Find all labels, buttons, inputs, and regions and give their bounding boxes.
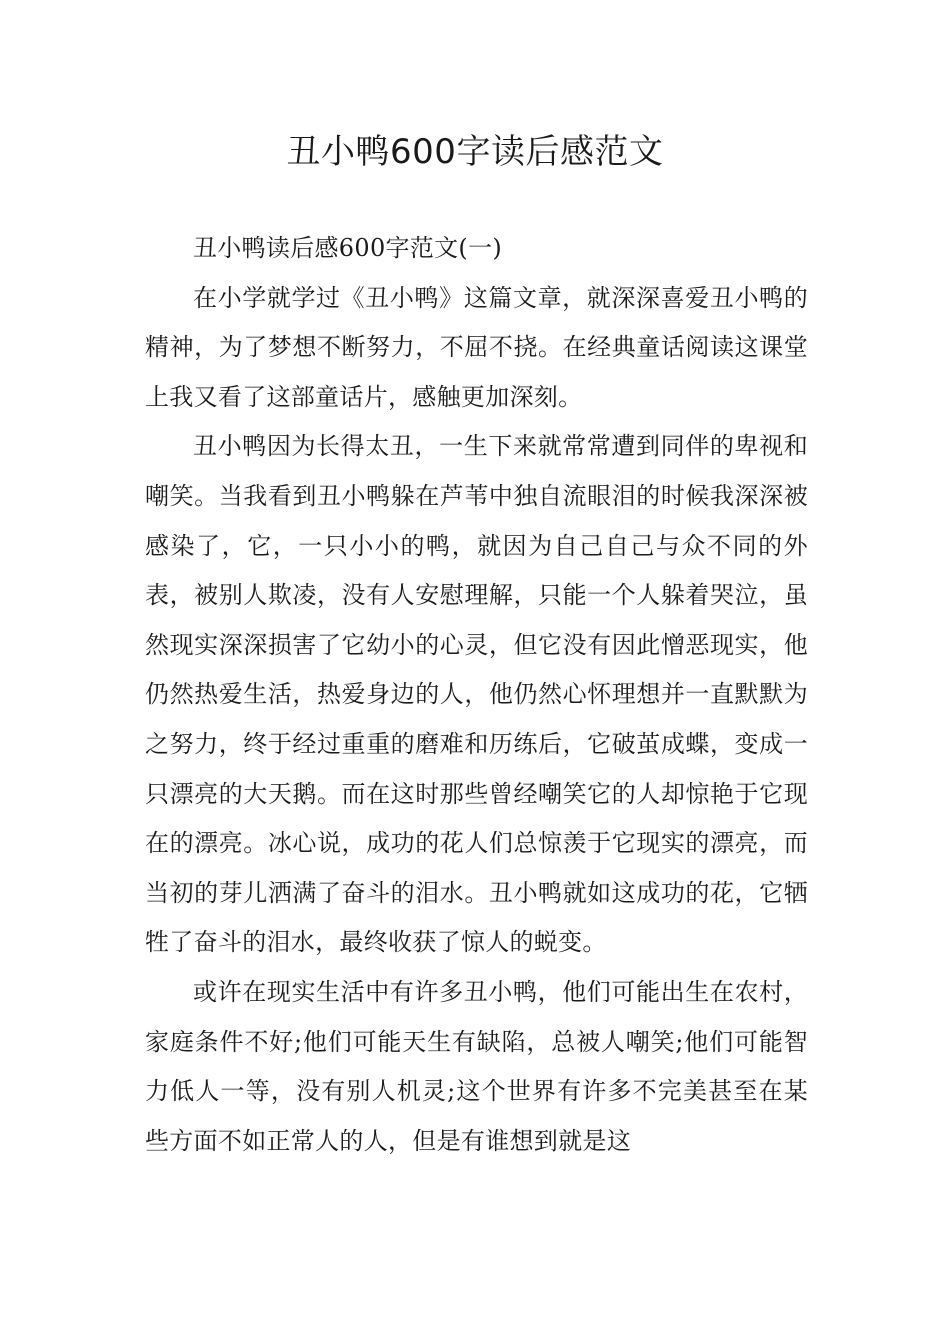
section-subtitle: 丑小鸭读后感600字范文(一) [193, 234, 503, 262]
paragraph: 或许在现实生活中有许多丑小鸭，他们可能出生在农村，家庭条件不好;他们可能天生有缺陷，总被人嘲笑;他们可能智力低人一等，没有别人机灵;这个世界有许多不完美甚至在某些方面不如正常人的人，但是有谁想到就是这 [145, 977, 808, 1155]
document-title: 丑小鸭600字读后感范文 [286, 132, 664, 172]
paragraph: 丑小鸭因为长得太丑，一生下来就常常遭到同伴的卑视和嘲笑。当我看到丑小鸭躲在芦苇中独自流眼泪的时候我深深被感染了，它，一只小小的鸭，就因为自己自己与众不同的外表，被别人欺凌，没有人安慰理解，只能一个人躲着哭泣，虽然现实深深损害了它幼小的心灵，但它没有因此憎恶现实，他仍然热爱生活，热爱身边的人，他仍然心怀理想并一直默默为之努力，终于经过重重的磨难和历练后，它破茧成蝶，变成一只漂亮的大天鹅。而在这时那些曾经嘲笑它的人却惊艳于它现在的漂亮。冰心说，成功的花人们总惊羡于它现实的漂亮，而当初的芽儿洒满了奋斗的泪水。丑小鸭就如这成功的花，它牺牲了奋斗的泪水，最终收获了惊人的蜕变。 [145, 432, 808, 957]
document-body [145, 224, 808, 1166]
paragraph: 在小学就学过《丑小鸭》这篇文章，就深深喜爱丑小鸭的精神，为了梦想不断努力，不屈不挠。在经典童话阅读这课堂上我又看了这部童话片，感触更加深刻。 [145, 283, 808, 411]
